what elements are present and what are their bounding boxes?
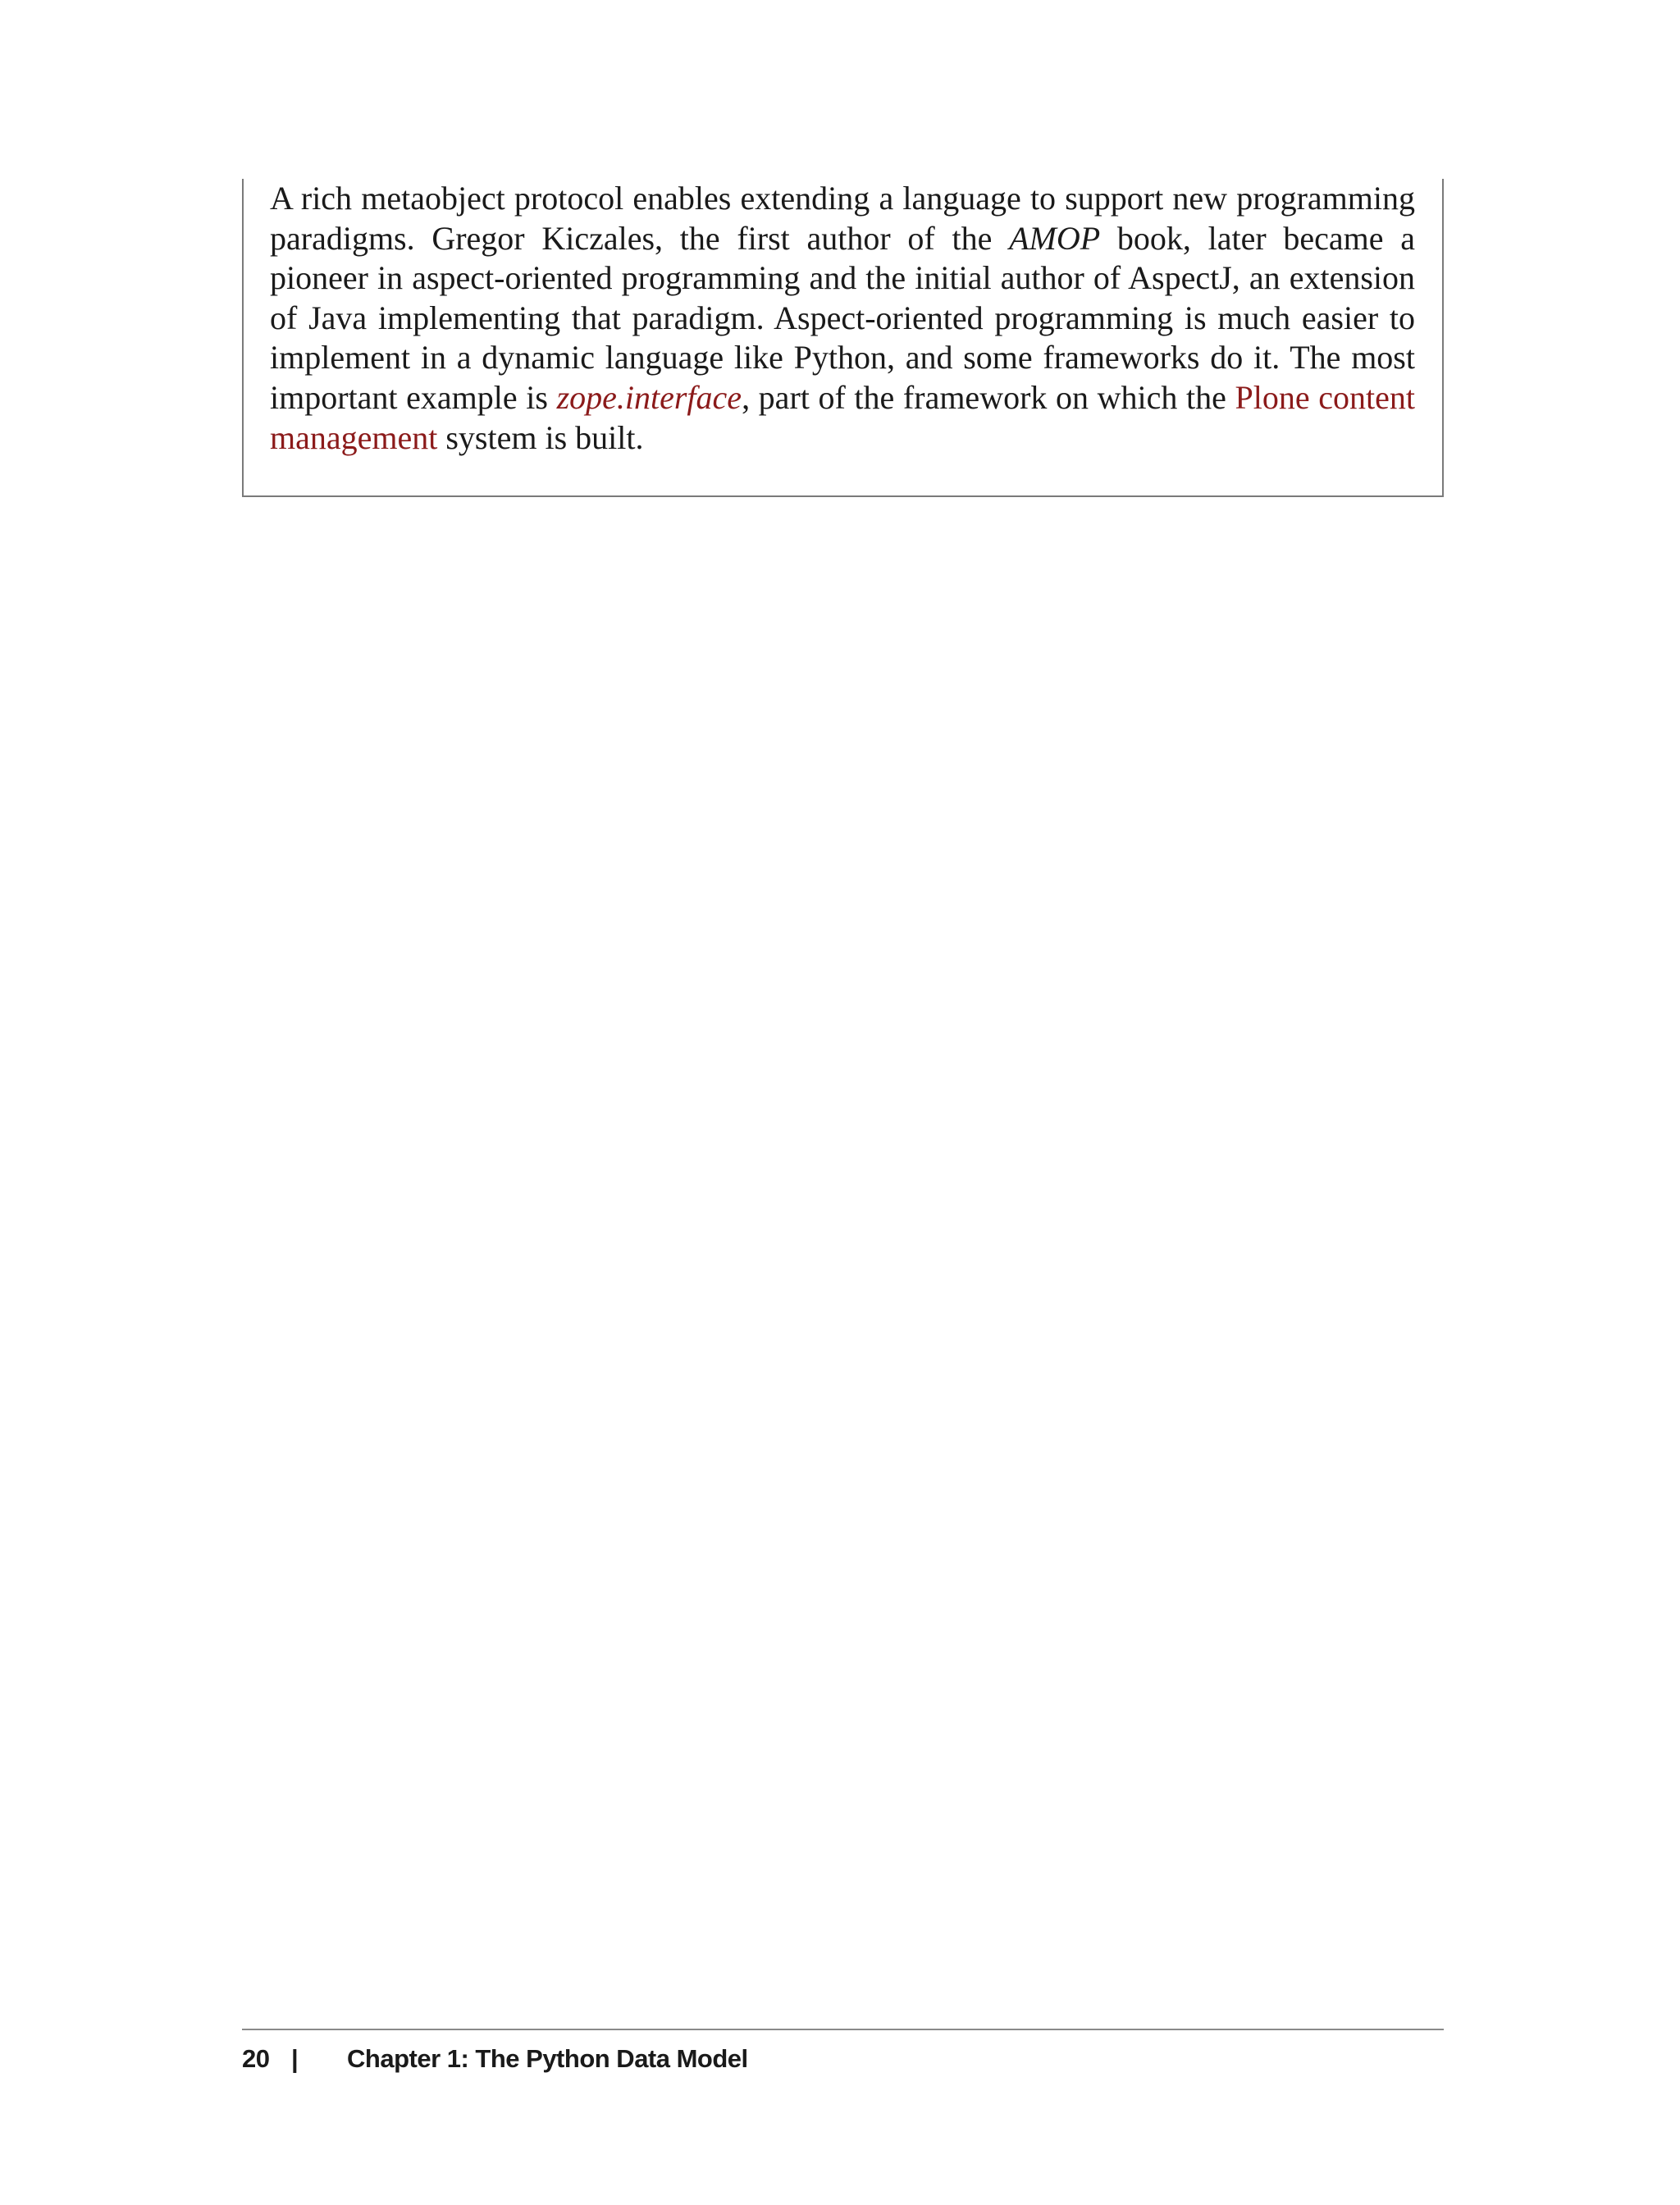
footer-rule [242, 2029, 1444, 2030]
footer-separator [291, 2044, 347, 2074]
amop-book-title: AMOP [1009, 219, 1101, 257]
sidebar-text-part-2: book, later became a pioneer in aspect-oriented programming and the initial author of AspectJ, an extension of Java implementing that paradigm. Aspect-oriented programming is much easier to implement in a dynamic language like Python, and some frameworks do it. The most important example is [270, 219, 1415, 416]
sidebar-text-part-3: , part of the framework on which the [742, 378, 1235, 416]
zope-interface-link[interactable]: zope.interface [556, 378, 742, 416]
sidebar-text-part-4: system is built. [437, 418, 644, 456]
chapter-title: Chapter 1: The Python Data Model [347, 2044, 748, 2073]
running-footer [242, 2043, 748, 2075]
sidebar-paragraph [270, 179, 1415, 458]
footer-separator-glyph: | [291, 2044, 299, 2073]
page-number: 20 [242, 2044, 270, 2073]
plone-link[interactable]: Plone content management [270, 378, 1415, 456]
sidebar-text-part-1: A rich metaobject protocol enables extending a language to support new programming paradigms. Gregor Kiczales, the first author of the [270, 180, 1415, 257]
